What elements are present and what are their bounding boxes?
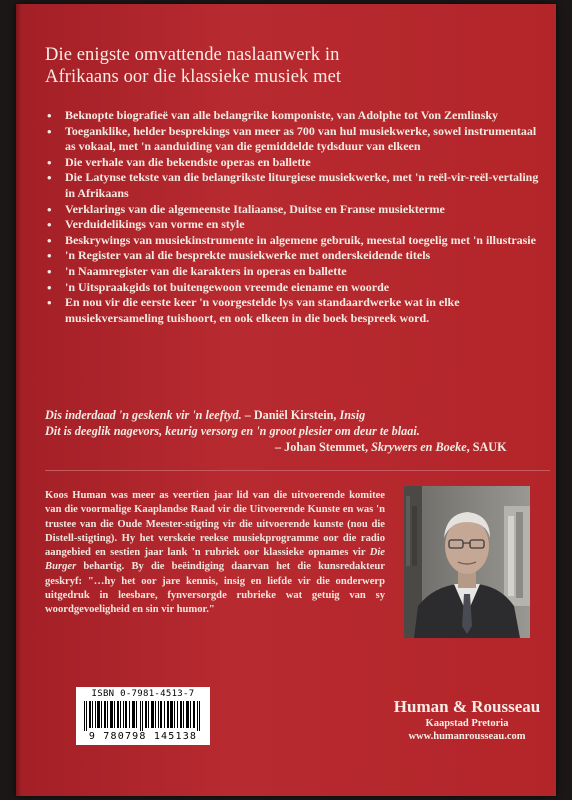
ean-number: 9 780798 145138: [88, 731, 198, 742]
author-photo: [404, 486, 530, 638]
quote-dash: – Johan Stemmet,: [275, 439, 372, 454]
feature-item: • Verduidelikings van vorme en style: [45, 217, 545, 233]
feature-item: • 'n Naamregister van die karakters in operas en ballette: [45, 264, 545, 280]
publisher-block: [372, 697, 562, 744]
section-divider: [45, 470, 550, 471]
feature-item: • Beskrywings van musiekinstrumente in algemene gebruik, meestal toegelig met 'n illustrasie: [45, 233, 545, 249]
quote-dash: – Daniël Kirstein,: [241, 408, 340, 422]
feature-item: • 'n Register van al die besprekte musiekwerke met onderskeidende titels: [45, 248, 545, 264]
feature-item: • Die verhale van die bekendste operas en ballette: [45, 155, 545, 171]
publisher-cities: Kaapstad Pretoria: [425, 718, 509, 729]
feature-item: • Beknopte biografieë van alle belangrike komponiste, van Adolphe tot Von Zemlinsky: [45, 108, 545, 124]
isbn-number: ISBN 0-7981-4513-7: [91, 689, 195, 699]
review-quote-2-source: [45, 440, 545, 456]
feature-item: • Verklarings van die algemeenste Italiaanse, Duitse en Franse musiekterme: [45, 202, 545, 218]
headline-line-2: Afrikaans oor die klassieke musiek met: [45, 67, 342, 87]
author-portrait-graphic: [404, 486, 530, 638]
author-bio: [45, 489, 385, 618]
quote-org: , SAUK: [466, 439, 507, 454]
quote-source: Skrywers en Boeke: [371, 439, 467, 454]
quote-text: Dis inderdaad 'n geskenk vir 'n leeftyd.: [45, 408, 242, 422]
quote-text: Dit is deeglik nagevors, keurig versorg en 'n groot plesier om deur te blaai.: [45, 423, 420, 438]
review-quotes: [45, 408, 545, 455]
feature-list: [45, 108, 545, 326]
feature-item: • Die Latynse tekste van die belangrikste liturgiese musiekwerke, met 'n reël-vir-reël-vertaling in Afrikaans: [45, 170, 545, 201]
quote-source: Insig: [339, 408, 366, 422]
bio-text: Koos Human was meer as veertien jaar lid van die uitvoerende komitee van die voormalige Kaaplandse Raad vir die Uitvoerende Kunste en was 'n trustee van die Oude Meester-stigting vir die uitvoerende kunste (nou die Distell-stigting). Hy het verskeie reekse musiekprogramme oor die radio aangebied en sestien jaar lank 'n rubriek oor klassieke opnames vir: [45, 490, 385, 559]
review-quote-1: [45, 408, 545, 424]
feature-item: • 'n Uitspraakgids tot buitengewoon vreemde eiename en woorde: [45, 280, 545, 296]
review-quote-2: [45, 424, 545, 440]
feature-item: • Toeganklike, helder besprekings van meer as 700 van hul musiekwerke, sowel instrumentaal as vokaal, met 'n aanduiding van die gemiddelde tydsduur van elkeen: [45, 124, 545, 155]
barcode-icon: [82, 701, 204, 731]
bio-text: behartig. By die beëindiging daarvan het die kunsredakteur geskryf: "…hy het oor jare kennis, insig en liefde vir die onderwerp uitgedruk in leesbare, fynversorgde rubrieke wat getuig van sy woordgevoeligheid en sin vir humor.": [45, 561, 385, 616]
bio-newspaper: Die Burger: [45, 547, 385, 573]
isbn-barcode-label: [76, 687, 210, 745]
publisher-url: www.humanrousseau.com: [408, 731, 526, 742]
book-back-cover: [16, 4, 556, 796]
publisher-name: Human & Rousseau: [393, 697, 541, 716]
headline-line-1: Die enigste omvattende naslaanwerk in: [45, 45, 340, 65]
headline: [45, 44, 535, 88]
feature-item: • En nou vir die eerste keer 'n voorgestelde lys van standaardwerke wat in elke musiekversameling tuishoort, en ook elkeen in die boek bespreek word.: [45, 295, 545, 326]
